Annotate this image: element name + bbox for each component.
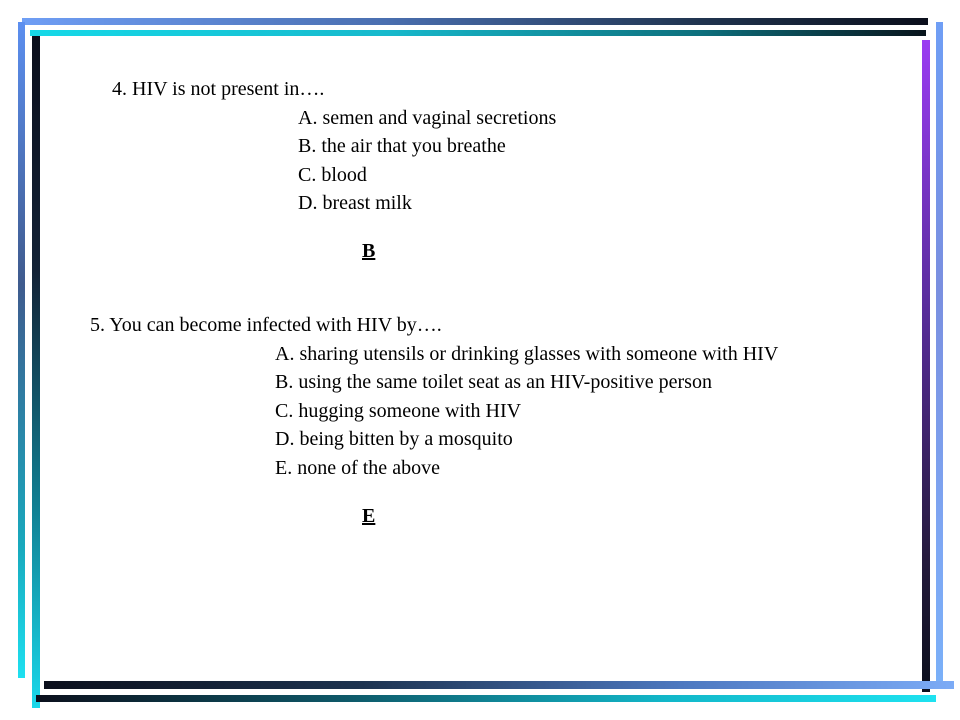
option-list bbox=[298, 104, 556, 218]
option-a: A. semen and vaginal secretions bbox=[298, 106, 557, 129]
decorative-bar-right-outer bbox=[936, 22, 943, 686]
question-stem: 4. HIV is not present in…. bbox=[112, 78, 325, 100]
decorative-bar-bottom-outer bbox=[36, 695, 936, 702]
option-b: B. the air that you breathe bbox=[298, 135, 506, 157]
decorative-bar-right-inner bbox=[922, 40, 930, 692]
answer-label: E bbox=[362, 505, 376, 527]
decorative-bar-top-outer bbox=[22, 18, 928, 25]
answer-label: B bbox=[362, 240, 376, 262]
option-e: E. none of the above bbox=[275, 456, 440, 479]
option-c: C. blood bbox=[298, 163, 367, 186]
question-stem: 5. You can become infected with HIV by…. bbox=[90, 314, 442, 336]
decorative-bar-bottom-inner bbox=[44, 681, 954, 689]
option-d: D. being bitten by a mosquito bbox=[275, 428, 513, 450]
option-d: D. breast milk bbox=[298, 192, 412, 214]
decorative-bar-left-inner bbox=[32, 36, 40, 708]
question-4 bbox=[112, 75, 556, 218]
decorative-bar-left-outer bbox=[18, 22, 25, 678]
option-a: A. sharing utensils or drinking glasses with someone with HIV bbox=[275, 342, 779, 365]
option-c: C. hugging someone with HIV bbox=[275, 399, 522, 422]
option-b: B. using the same toilet seat as an HIV-positive person bbox=[275, 371, 712, 393]
decorative-bar-top-inner bbox=[30, 30, 926, 36]
question-5 bbox=[90, 311, 778, 482]
option-list bbox=[275, 340, 778, 483]
